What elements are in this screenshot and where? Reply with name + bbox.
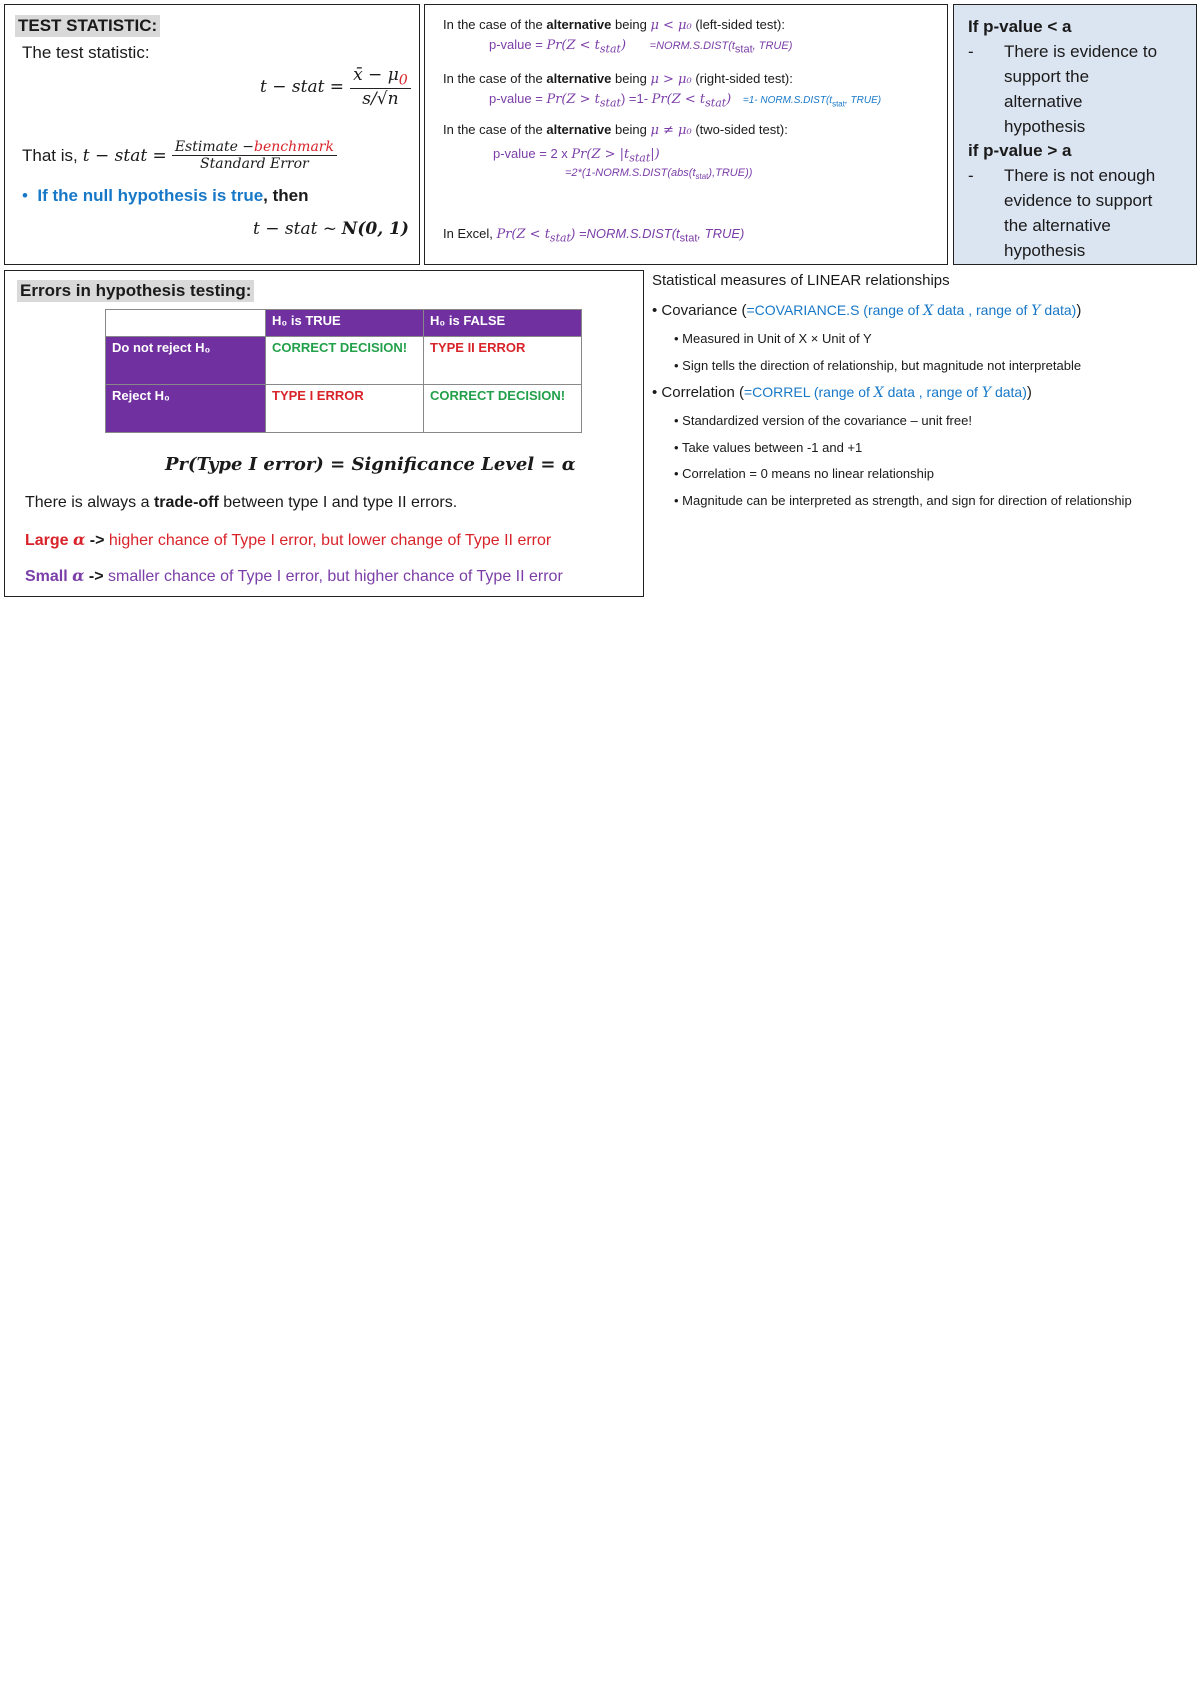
t-stat-formula: t − stat = $\frac{x̄ - \mu_0}{s/√n}$ (260, 65, 411, 109)
rule-line: hypothesis (1004, 241, 1086, 260)
errors-table (105, 309, 582, 433)
cell-correct-decision: CORRECT DECISION! (424, 385, 582, 433)
right-sided-heading: In the case of the alternative being μ > μ₀ (right-sided test): (443, 71, 793, 87)
rule-line: the alternative (1004, 216, 1111, 235)
covariance-item: • Covariance (=COVARIANCE.S (range of X data , range of Y data)) (652, 302, 1082, 319)
list-item: • Measured in Unit of X × Unit of Y (674, 331, 872, 346)
list-item: • Magnitude can be interpreted as strength, and sign for direction of relationship (674, 493, 1132, 508)
cell-correct-decision: CORRECT DECISION! (266, 337, 424, 385)
rule-line: evidence to support (1004, 191, 1153, 210)
rule-line: alternative (1004, 92, 1083, 111)
test-statistic-box (4, 4, 420, 265)
test-statistic-heading: TEST STATISTIC: (15, 15, 160, 37)
cell-type-ii-error: TYPE II ERROR (424, 337, 582, 385)
list-item: • Correlation = 0 means no linear relationship (674, 466, 935, 481)
table-row (106, 310, 582, 337)
rule-dash: - (968, 166, 974, 185)
row-do-not-reject: Do not reject H₀ (106, 337, 266, 385)
row-reject: Reject H₀ (106, 385, 266, 433)
tradeoff-text: There is always a trade-off between type I and type II errors. (25, 494, 458, 511)
rule-heading-less: If p-value < a (968, 17, 1072, 36)
two-sided-heading: In the case of the alternative being μ ≠ μ₀ (two-sided test): (443, 122, 788, 138)
rule-line: hypothesis (1004, 117, 1086, 136)
table-row (106, 385, 582, 433)
rule-line: There is evidence to (1004, 42, 1158, 61)
test-statistic-intro: The test statistic: (22, 43, 150, 62)
cell-type-i-error: TYPE I ERROR (266, 385, 424, 433)
rule-line: There is not enough (1004, 166, 1156, 185)
rule-line: support the (1004, 67, 1090, 86)
significance-formula: Pr(Type I error) = Significance Level = α (165, 454, 576, 475)
large-alpha-text: Large α -> higher chance of Type I error, but lower change of Type II error (25, 530, 552, 549)
decision-rule-box (953, 4, 1197, 265)
list-item: • Take values between -1 and +1 (674, 440, 863, 455)
excel-note: In Excel, $Pr(Z < t_{stat})$ $=NORM.S.DIST(t_{stat}$, TRUE) (443, 226, 745, 245)
left-sided-heading: In the case of the alternative being μ < μ₀ (left-sided test): (443, 17, 785, 33)
small-alpha-text: Small α -> smaller chance of Type I error, but higher chance of Type II error (25, 566, 563, 585)
two-sided-pvalue: p-value = 2 x $Pr(Z > |t_{stat}|)$ (493, 146, 660, 165)
col-h0-true: H₀ is TRUE (266, 310, 424, 337)
t-stat-distribution: t − stat ~ N(0, 1) (253, 219, 409, 239)
col-h0-false: H₀ is FALSE (424, 310, 582, 337)
rule-dash: - (968, 42, 974, 61)
null-hypothesis-bullet: • If the null hypothesis is true, then (22, 186, 309, 205)
list-item: • Standardized version of the covariance – unit free! (674, 413, 972, 428)
left-sided-pvalue: p-value = $Pr(Z < t_{stat})$ $=NORM.S.DIST(t_{stat}$, TRUE) (489, 37, 793, 56)
errors-box (4, 270, 644, 597)
table-row (106, 337, 582, 385)
right-sided-pvalue: p-value = $Pr(Z > t_{stat}) =1-$ $Pr(Z < t_{stat}) =1-$ $NORM.S.DIST(t_{stat}$, TRUE) (489, 91, 882, 110)
linear-title: Statistical measures of LINEAR relationships (652, 272, 950, 289)
two-sided-excel: $=2*(1-NORM.S.DIST(abs(t_{stat}),TRUE))$ (565, 167, 753, 182)
that-is-formula: That is, t − stat = $\frac{\text{Estimate −benchmark}}{\text{Standard Error}}$ (22, 139, 337, 172)
rule-heading-greater: if p-value > a (968, 141, 1072, 160)
p-value-box (424, 4, 948, 265)
list-item: • Sign tells the direction of relationship, but magnitude not interpretable (674, 358, 1082, 373)
errors-heading: Errors in hypothesis testing: (17, 280, 254, 302)
correlation-item: • Correlation (=CORREL (range of X data , range of Y data)) (652, 384, 1032, 401)
